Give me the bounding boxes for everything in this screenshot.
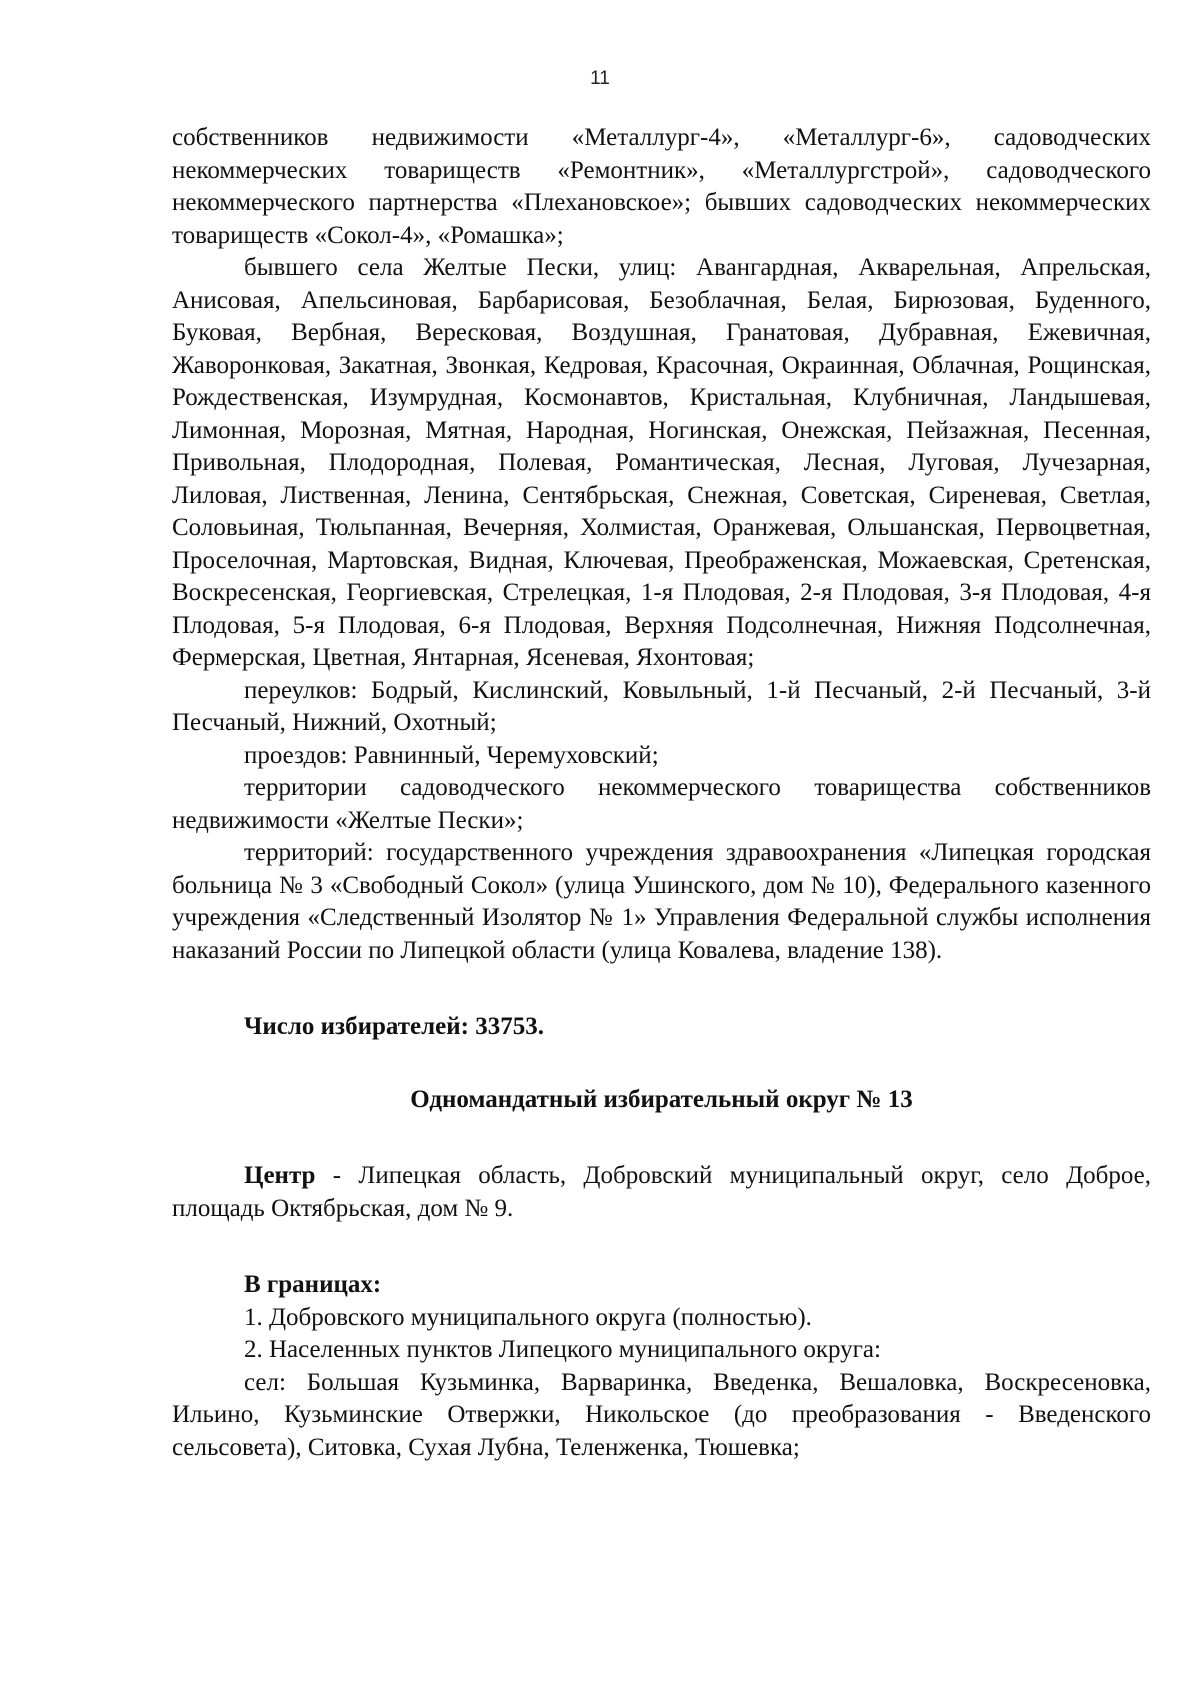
center-label: Центр: [244, 1162, 316, 1189]
bounds-villages: сел: Большая Кузьминка, Варваринка, Введенка, Вешаловка, Воскресеновка, Ильино, Кузьминские Отвержки, Никольское (до преобразования - Введенского сельсовета), Ситовка, Сухая Лубна, Теленженка, Тюшевка;: [172, 1368, 1151, 1461]
district-center: [172, 1160, 1151, 1225]
bounds-heading: В границах:: [244, 1271, 382, 1298]
center-text: - Липецкая область, Добровский муниципальный округ, село Доброе, площадь Октябрьская, дом № 9.: [172, 1162, 1151, 1222]
paragraph-owners: собственников недвижимости «Металлург-4», «Металлург-6», садоводческих некоммерческих товариществ «Ремонтник», «Металлургстрой», садоводческого некоммерческого партнерства «Плехановское»; бывших садоводческих некоммерческих товариществ «Сокол-4», «Ромашка»;: [172, 124, 1151, 249]
paragraph-lanes: переулков: Бодрый, Кислинский, Ковыльный, 1-й Песчаный, 2-й Песчаный, 3-й Песчаный, Нижний, Охотный;: [172, 676, 1151, 736]
paragraph-zheltye-peski-streets: бывшего села Желтые Пески, улиц: Авангардная, Акварельная, Апрельская, Анисовая, Апельсиновая, Барбарисовая, Безоблачная, Белая, Бирюзовая, Буденного, Буковая, Вербная, Вересковая, Воздушная, Гранатовая, Дубравная, Ежевичная, Жаворонковая, Закатная, Звонкая, Кедровая, Красочная, Окраинная, Облачная, Рощинская, Рождественская, Изумрудная, Космонавтов, Кристальная, Клубничная, Ландышевая, Лимонная, Морозная, Мятная, Народная, Ногинская, Онежская, Пейзажная, Песенная, Привольная, Плодородная, Полевая, Романтическая, Лесная, Луговая, Лучезарная, Лиловая, Лиственная, Ленина, Сентябрьская, Снежная, Советская, Сиреневая, Светлая, Соловьиная, Тюльпанная, Вечерняя, Холмистая, Оранжевая, Ольшанская, Первоцветная, Проселочная, Мартовская, Видная, Ключевая, Преображенская, Можаевская, Сретенская, Воскресенская, Георгиевская, Стрелецкая, 1-я Плодовая, 2-я Плодовая, 3-я Плодовая, 4-я Плодовая, 5-я Плодовая, 6-я Плодовая, Верхняя Подсолнечная, Нижняя Подсолнечная, Фермерская, Цветная, Янтарная, Ясеневая, Яхонтовая;: [172, 254, 1151, 671]
document-body: [172, 122, 1151, 1464]
paragraph-institutions: территорий: государственного учреждения здравоохранения «Липецкая городская больница № 3 «Свободный Сокол» (улица Ушинского, дом № 10), Федерального казенного учреждения «Следственный Изолятор № 1» Управления Федеральной службы исполнения наказаний России по Липецкой области (улица Ковалева, владение 138).: [172, 839, 1151, 964]
paragraph-passages: проездов: Равнинный, Черемуховский;: [244, 741, 659, 769]
voters-count: Число избирателей: 33753.: [244, 1013, 544, 1040]
page-number: 11: [590, 68, 610, 89]
bounds-item-1: 1. Добровского муниципального округа (полностью).: [244, 1303, 812, 1331]
bounds-item-2: 2. Населенных пунктов Липецкого муниципального округа:: [244, 1336, 881, 1363]
paragraph-snt-territory: территории садоводческого некоммерческого товарищества собственников недвижимости «Желтые Пески»;: [172, 774, 1151, 834]
district-title: Одномандатный избирательный округ № 13: [410, 1085, 913, 1113]
